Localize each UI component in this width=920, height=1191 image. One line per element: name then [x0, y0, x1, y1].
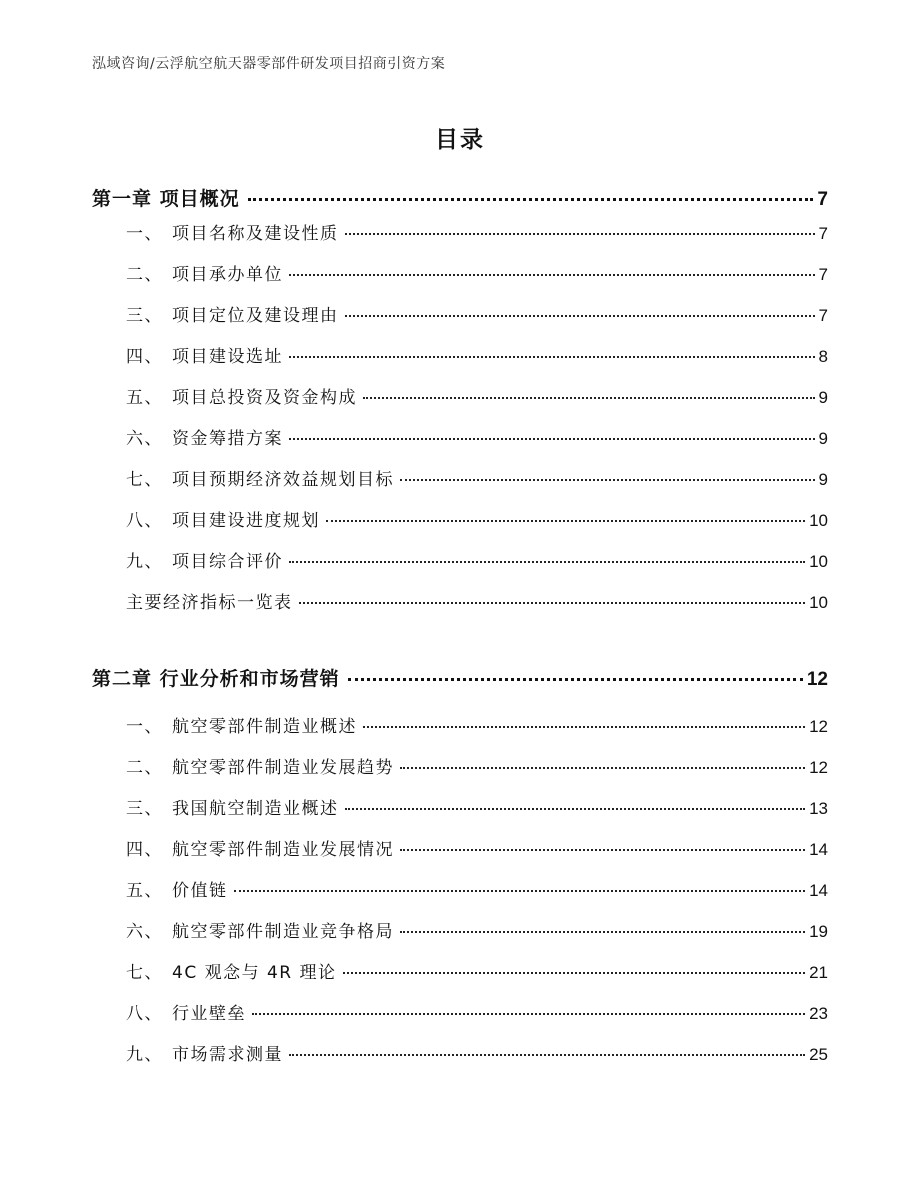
toc-entry[interactable] — [126, 876, 828, 901]
dot-leader — [363, 726, 805, 728]
dot-leader — [400, 767, 805, 769]
toc-entry[interactable] — [126, 547, 828, 572]
toc-entry-label: 市场需求测量 — [172, 1045, 283, 1065]
dot-leader — [289, 1054, 805, 1056]
toc-page-number: 14 — [809, 840, 828, 859]
toc-entry-label: 项目名称及建设性质 — [172, 224, 339, 244]
toc-entry-label: 行业壁垒 — [172, 1004, 246, 1024]
toc-entry[interactable] — [126, 835, 828, 860]
toc-entry-number: 一、 — [126, 224, 163, 244]
dot-leader — [299, 602, 806, 604]
dot-leader — [289, 561, 805, 563]
toc-entry-number: 五、 — [126, 881, 163, 901]
toc-entry[interactable] — [126, 301, 828, 326]
toc-entry-number: 七、 — [126, 963, 163, 983]
dot-leader — [363, 397, 815, 399]
toc-entry[interactable] — [126, 260, 828, 285]
toc-page-number: 7 — [818, 265, 828, 284]
toc-entry[interactable] — [126, 712, 828, 737]
toc-entry-label: 航空零部件制造业发展情况 — [172, 840, 394, 860]
toc-page-number: 21 — [809, 963, 828, 982]
dot-leader — [326, 520, 805, 522]
toc-entry-label: 项目建设选址 — [172, 347, 283, 367]
toc-page-number: 12 — [806, 669, 828, 690]
toc-entry-label: 项目综合评价 — [172, 552, 283, 572]
toc-page-number: 14 — [809, 881, 828, 900]
toc-page-number: 7 — [818, 224, 828, 243]
toc-entry-number: 二、 — [126, 758, 163, 778]
toc-entry[interactable] — [126, 999, 828, 1024]
dot-leader — [400, 931, 805, 933]
toc-entry-number: 六、 — [126, 922, 163, 942]
toc-page-number: 19 — [809, 922, 828, 941]
dot-leader — [343, 972, 806, 974]
toc-entry-number: 三、 — [126, 799, 163, 819]
toc-page-number: 10 — [809, 511, 828, 530]
dot-leader — [345, 233, 815, 235]
toc-entry-number: 五、 — [126, 388, 163, 408]
toc-entry-label: 主要经济指标一览表 — [126, 593, 293, 613]
toc-title: 目录 — [435, 127, 485, 153]
dot-leader — [345, 808, 806, 810]
toc-entry-number: 九、 — [126, 1045, 163, 1065]
dot-leader — [234, 890, 806, 892]
toc-chapter-label: 第一章 项目概况 — [92, 188, 240, 210]
dot-leader — [289, 438, 815, 440]
toc-entry-label: 项目总投资及资金构成 — [172, 388, 357, 408]
toc-page-number: 10 — [809, 552, 828, 571]
toc-entry-label: 资金筹措方案 — [172, 429, 283, 449]
running-header: 泓域咨询/云浮航空航天器零部件研发项目招商引资方案 — [92, 56, 446, 72]
toc-page-number: 9 — [818, 429, 828, 448]
toc-entry-label: 项目预期经济效益规划目标 — [172, 470, 394, 490]
toc-entry[interactable] — [126, 958, 828, 983]
dot-leader — [400, 849, 805, 851]
toc-entry[interactable] — [126, 1040, 828, 1065]
toc-entry-label: 项目定位及建设理由 — [172, 306, 339, 326]
toc-chapter-1[interactable] — [92, 184, 828, 211]
toc-entry[interactable] — [126, 465, 828, 490]
dot-leader — [400, 479, 815, 481]
toc-entry[interactable] — [126, 588, 828, 613]
toc-entry-label: 项目建设进度规划 — [172, 511, 320, 531]
toc-page-number: 9 — [818, 470, 828, 489]
toc-page-number: 9 — [818, 388, 828, 407]
toc-chapter-2[interactable] — [92, 664, 828, 691]
toc-entry-label: 项目承办单位 — [172, 265, 283, 285]
toc-page-number: 25 — [809, 1045, 828, 1064]
toc-entry-number: 四、 — [126, 840, 163, 860]
toc-entry[interactable] — [126, 794, 828, 819]
toc-entry[interactable] — [126, 219, 828, 244]
toc-entry[interactable] — [126, 383, 828, 408]
toc-entry-label: 航空零部件制造业竞争格局 — [172, 922, 394, 942]
toc-page-number: 13 — [809, 799, 828, 818]
toc-entry-label: 价值链 — [172, 881, 228, 901]
toc-entry-label: 我国航空制造业概述 — [172, 799, 339, 819]
toc-entry-number: 三、 — [126, 306, 163, 326]
toc-entry-label: 航空零部件制造业发展趋势 — [172, 758, 394, 778]
dot-leader — [248, 198, 814, 201]
toc-entry-number: 一、 — [126, 717, 163, 737]
toc-entry-number: 二、 — [126, 265, 163, 285]
toc-page-number: 7 — [817, 189, 828, 210]
toc-page-number: 7 — [818, 306, 828, 325]
toc-entry[interactable] — [126, 424, 828, 449]
toc-entry[interactable] — [126, 342, 828, 367]
toc-page-number: 10 — [809, 593, 828, 612]
dot-leader — [348, 678, 803, 681]
dot-leader — [345, 315, 815, 317]
toc-entry-number: 八、 — [126, 511, 163, 531]
toc-entry[interactable] — [126, 917, 828, 942]
dot-leader — [252, 1013, 805, 1015]
toc-entry-number: 六、 — [126, 429, 163, 449]
toc-page-number: 12 — [809, 717, 828, 736]
toc-entry[interactable] — [126, 506, 828, 531]
toc-entry[interactable] — [126, 753, 828, 778]
toc-entry-number: 四、 — [126, 347, 163, 367]
toc-entry-number: 九、 — [126, 552, 163, 572]
toc-entry-label: 4C 观念与 4R 理论 — [172, 963, 337, 983]
toc-entry-number: 七、 — [126, 470, 163, 490]
toc-entry-number: 八、 — [126, 1004, 163, 1024]
dot-leader — [289, 274, 815, 276]
dot-leader — [289, 356, 815, 358]
toc-chapter-label: 第二章 行业分析和市场营销 — [92, 668, 340, 690]
toc-page-number: 23 — [809, 1004, 828, 1023]
toc-page-number: 8 — [818, 347, 828, 366]
toc-entry-label: 航空零部件制造业概述 — [172, 717, 357, 737]
toc-page-number: 12 — [809, 758, 828, 777]
